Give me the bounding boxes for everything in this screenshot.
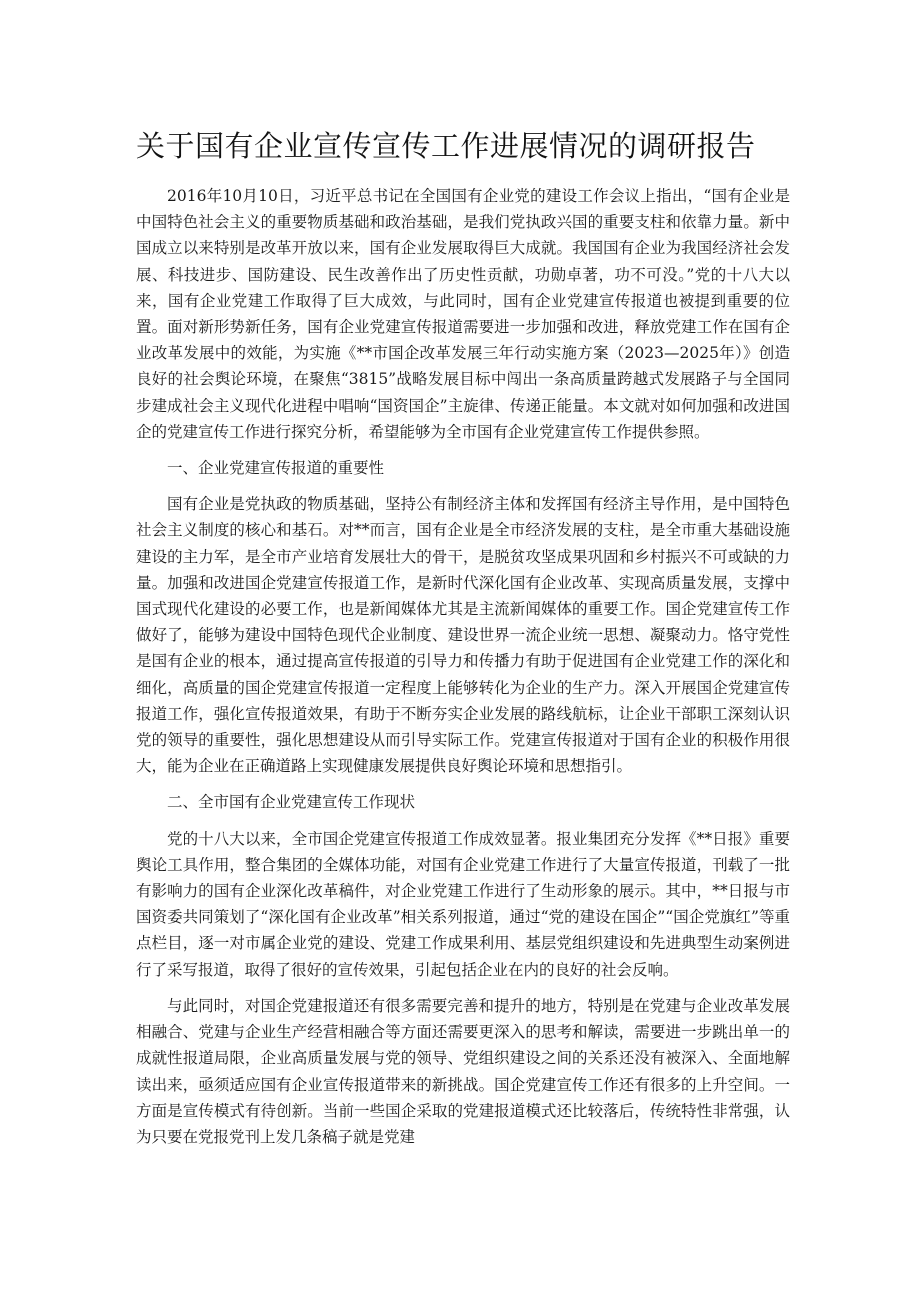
section-heading-status: 二、全市国有企业党建宣传工作现状 (167, 793, 416, 812)
document-title: 关于国有企业宣传宣传工作进展情况的调研报告 (136, 129, 756, 163)
section-heading-importance: 一、企业党建宣传报道的重要性 (167, 459, 385, 478)
intro-paragraph: 2016年10月10日，习近平总书记在全国国有企业党的建设工作会议上指出，“国有企业是中国特色社会主义的重要物质基础和政治基础，是我们党执政兴国的重要支柱和依靠力量。新中国成立以来特别是改革开放以来，国有企业发展取得巨大成就。我国国有企业为我国经济社会发展、科技进步、国防建设、民生改善作出了历史性贡献，功勋卓著，功不可没。”党的十八大以来，国有企业党建工作取得了巨大成效，与此同时，国有企业党建宣传报道也被提到重要的位置。面对新形势新任务，国有企业党建宣传报道需要进一步加强和改进，释放党建工作在国有企业改革发展中的效能，为实施《**市国企改革发展三年行动实施方案（2023—2025年）》创造良好的社会舆论环境，在聚焦“3815”战略发展目标中闯出一条高质量跨越式发展路子与全国同步建成社会主义现代化进程中唱响“国资国企”主旋律、传递正能量。本文就对如何加强和改进国企的党建宣传工作进行探究分析，希望能够为全市国有企业党建宣传工作提供参照。 (136, 187, 790, 441)
document-body (136, 183, 790, 1150)
importance-paragraph: 国有企业是党执政的物质基础，坚持公有制经济主体和发挥国有经济主导作用，是中国特色社会主义制度的核心和基石。对**而言，国有企业是全市经济发展的支柱，是全市重大基础设施建设的主力军，是全市产业培育发展壮大的骨干，是脱贫攻坚成果巩固和乡村振兴不可或缺的力量。加强和改进国企党建宣传报道工作，是新时代深化国有企业改革、实现高质量发展，支撑中国式现代化建设的必要工作，也是新闻媒体尤其是主流新闻媒体的重要工作。国企党建宣传工作做好了，能够为建设中国特色现代企业制度、建设世界一流企业统一思想、凝聚动力。恪守党性是国有企业的根本，通过提高宣传报道的引导力和传播力有助于促进国有企业党建工作的深化和细化，高质量的国企党建宣传报道一定程度上能够转化为企业的生产力。深入开展国企党建宣传报道工作，强化宣传报道效果，有助于不断夯实企业发展的路线航标，让企业干部职工深刻认识党的领导的重要性，强化思想建设从而引导实际工作。党建宣传报道对于国有企业的积极作用很大，能为企业在正确道路上实现健康发展提供良好舆论环境和思想指引。 (136, 495, 790, 776)
status-paragraph: 党的十八大以来，全市国企党建宣传报道工作成效显著。报业集团充分发挥《**日报》重要舆论工具作用，整合集团的全媒体功能，对国有企业党建工作进行了大量宣传报道，刊载了一批有影响力的国有企业深化改革稿件，对企业党建工作进行了生动形象的展示。其中，**日报与市国资委共同策划了“深化国有企业改革”相关系列报道，通过“党的建设在国企”“国企党旗红”等重点栏目，逐一对市属企业党的建设、党建工作成果利用、基层党组织建设和先进典型生动案例进行了采写报道，取得了很好的宣传效果，引起包括企业在内的良好的社会反响。 (136, 829, 790, 979)
challenges-paragraph: 与此同时，对国企党建报道还有很多需要完善和提升的地方，特别是在党建与企业改革发展相融合、党建与企业生产经营相融合等方面还需要更深入的思考和解读，需要进一步跳出单一的成就性报道局限，企业高质量发展与党的领导、党组织建设之间的关系还没有被深入、全面地解读出来，亟须适应国有企业宣传报道带来的新挑战。国企党建宣传工作还有很多的上升空间。一方面是宣传模式有待创新。当前一些国企采取的党建报道模式还比较落后，传统特性非常强，认为只要在党报党刊上发几条稿子就是党建 (136, 996, 790, 1146)
